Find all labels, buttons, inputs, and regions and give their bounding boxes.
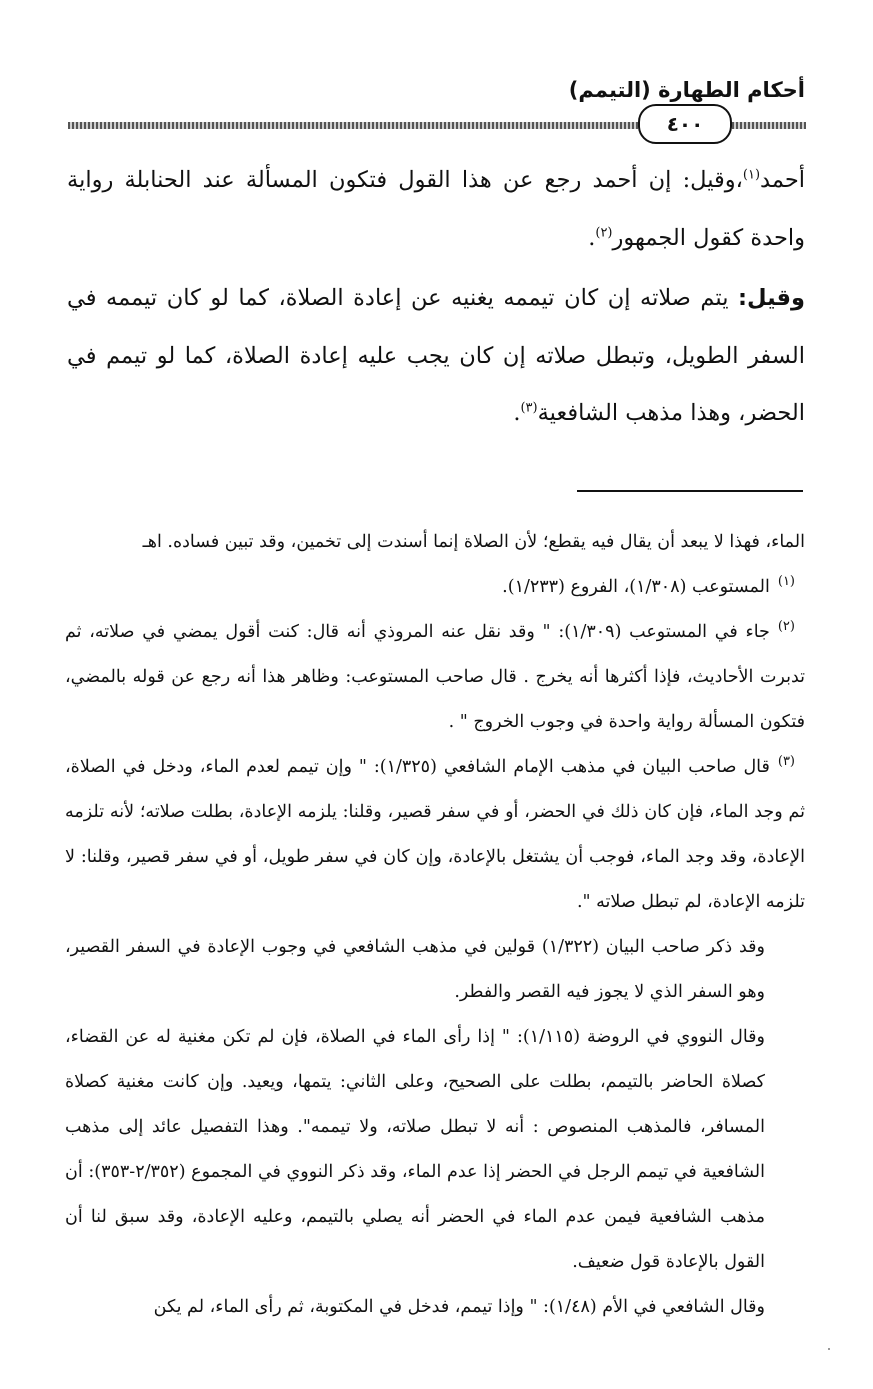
footnote-ref-2[interactable]: (٢) (595, 225, 613, 240)
footnote-1: $^{(١)}$المستوعب (١/٣٠٨)، الفروع (١/٢٣٣). (502, 574, 795, 597)
paragraph-1: أحمد$^{(١)}$،وقيل: إن أحمد رجع عن هذا القول فتكون المسألة عند الحنابلة رواية واحدة كقول الجمهور$^{(٢)}$. (67, 167, 805, 251)
footnote-3-paragraph-2: وقد ذكر صاحب البيان (١/٣٢٢) قولين في مذهب الشافعي في وجوب الإعادة في السفر القصير، وهو السفر الذي لا يجوز فيه القصر والفطر. (65, 937, 765, 1002)
footnote-continuation: الماء، فهذا لا يبعد أن يقال فيه يقطع؛ لأن الصلاة إنما أسندت إلى تخمين، وقد تبين فساده. اهـ (142, 532, 805, 552)
footnote-number: (١) (777, 574, 795, 590)
page-number: ٤٠٠ (638, 104, 732, 144)
footnote-number: (٣) (777, 754, 795, 770)
footnote-ref-1[interactable]: (١) (742, 167, 761, 183)
main-text (67, 152, 805, 443)
footnotes (65, 520, 805, 1330)
scan-dot (828, 1348, 830, 1350)
footnote-number: (٢) (777, 619, 795, 635)
paragraph-2: وقيل: يتم صلاته إن كان تيممه يغنيه عن إعادة الصلاة، كما لو كان تيممه في السفر الطويل، وتبطل صلاته إن كان يجب عليه إعادة الصلاة، كما لو تيمم في الحضر، وهذا مذهب الشافعية$^{(٣)}$. (67, 285, 805, 426)
running-title: أحكام الطهارة (التيمم) (568, 78, 805, 102)
footnote-3-paragraph-4: وقال الشافعي في الأم (١/٤٨): " وإذا تيمم، فدخل في المكتوبة، ثم رأى الماء، لم يكن (153, 1297, 765, 1317)
paragraph-lead: وقيل: (738, 285, 805, 311)
footnote-ref-3[interactable]: (٣) (520, 400, 538, 416)
footnote-2: $^{(٢)}$جاء في المستوعب (١/٣٠٩): " وقد نقل عنه المروذي أنه قال: كنت أقول يمضي في صلاته، ثم تدبرت الأحاديث، فإذا أكثرها أنه يخرج . قال صاحب المستوعب: وظاهر هذا أنه رجع عن قوله بالمضي، فتكون المسألة رواية واحدة في وجوب الخروج " . (65, 619, 805, 732)
footnote-separator (577, 490, 803, 492)
footnote-3: $^{(٣)}$قال صاحب البيان في مذهب الإمام الشافعي (١/٣٢٥): " وإن تيمم لعدم الماء، ودخل في الصلاة، ثم وجد الماء، فإن كان ذلك في الحضر، أو في سفر قصير، وقلنا: يلزمه الإعادة، بطلت صلاته؛ لأنه تلزمه الإعادة، وقد وجد الماء، فوجب أن يشتغل بالإعادة، وإن كان في سفر طويل، أو في سفر قصير، وقلنا: لا تلزمه الإعادة، لم تبطل صلاته ". (65, 754, 806, 912)
footnote-3-paragraph-3: وقال النووي في الروضة (١/١١٥): " إذا رأى الماء في الصلاة، فإن لم تكن مغنية له عن القضاء، كصلاة الحاضر بالتيمم، بطلت على الصحيح، وعلى الثاني: يتمها، ويعيد. وإن كانت مغنية كصلاة المسافر، فالمذهب المنصوص : أنه لا تبطل صلاته، ولا تيممه". وهذا التفصيل عائد إلى مذهب الشافعية في تيمم الرجل في الحضر إذا عدم الماء، وقد ذكر النووي في المجموع (٢/٣٥٢-٣٥٣): أن مذهب الشافعية فيمن عدم الماء في الحضر أنه يصلي بالتيمم، وعليه الإعادة، وقد سبق لنا أن القول بالإعادة قول ضعيف. (65, 1027, 765, 1272)
